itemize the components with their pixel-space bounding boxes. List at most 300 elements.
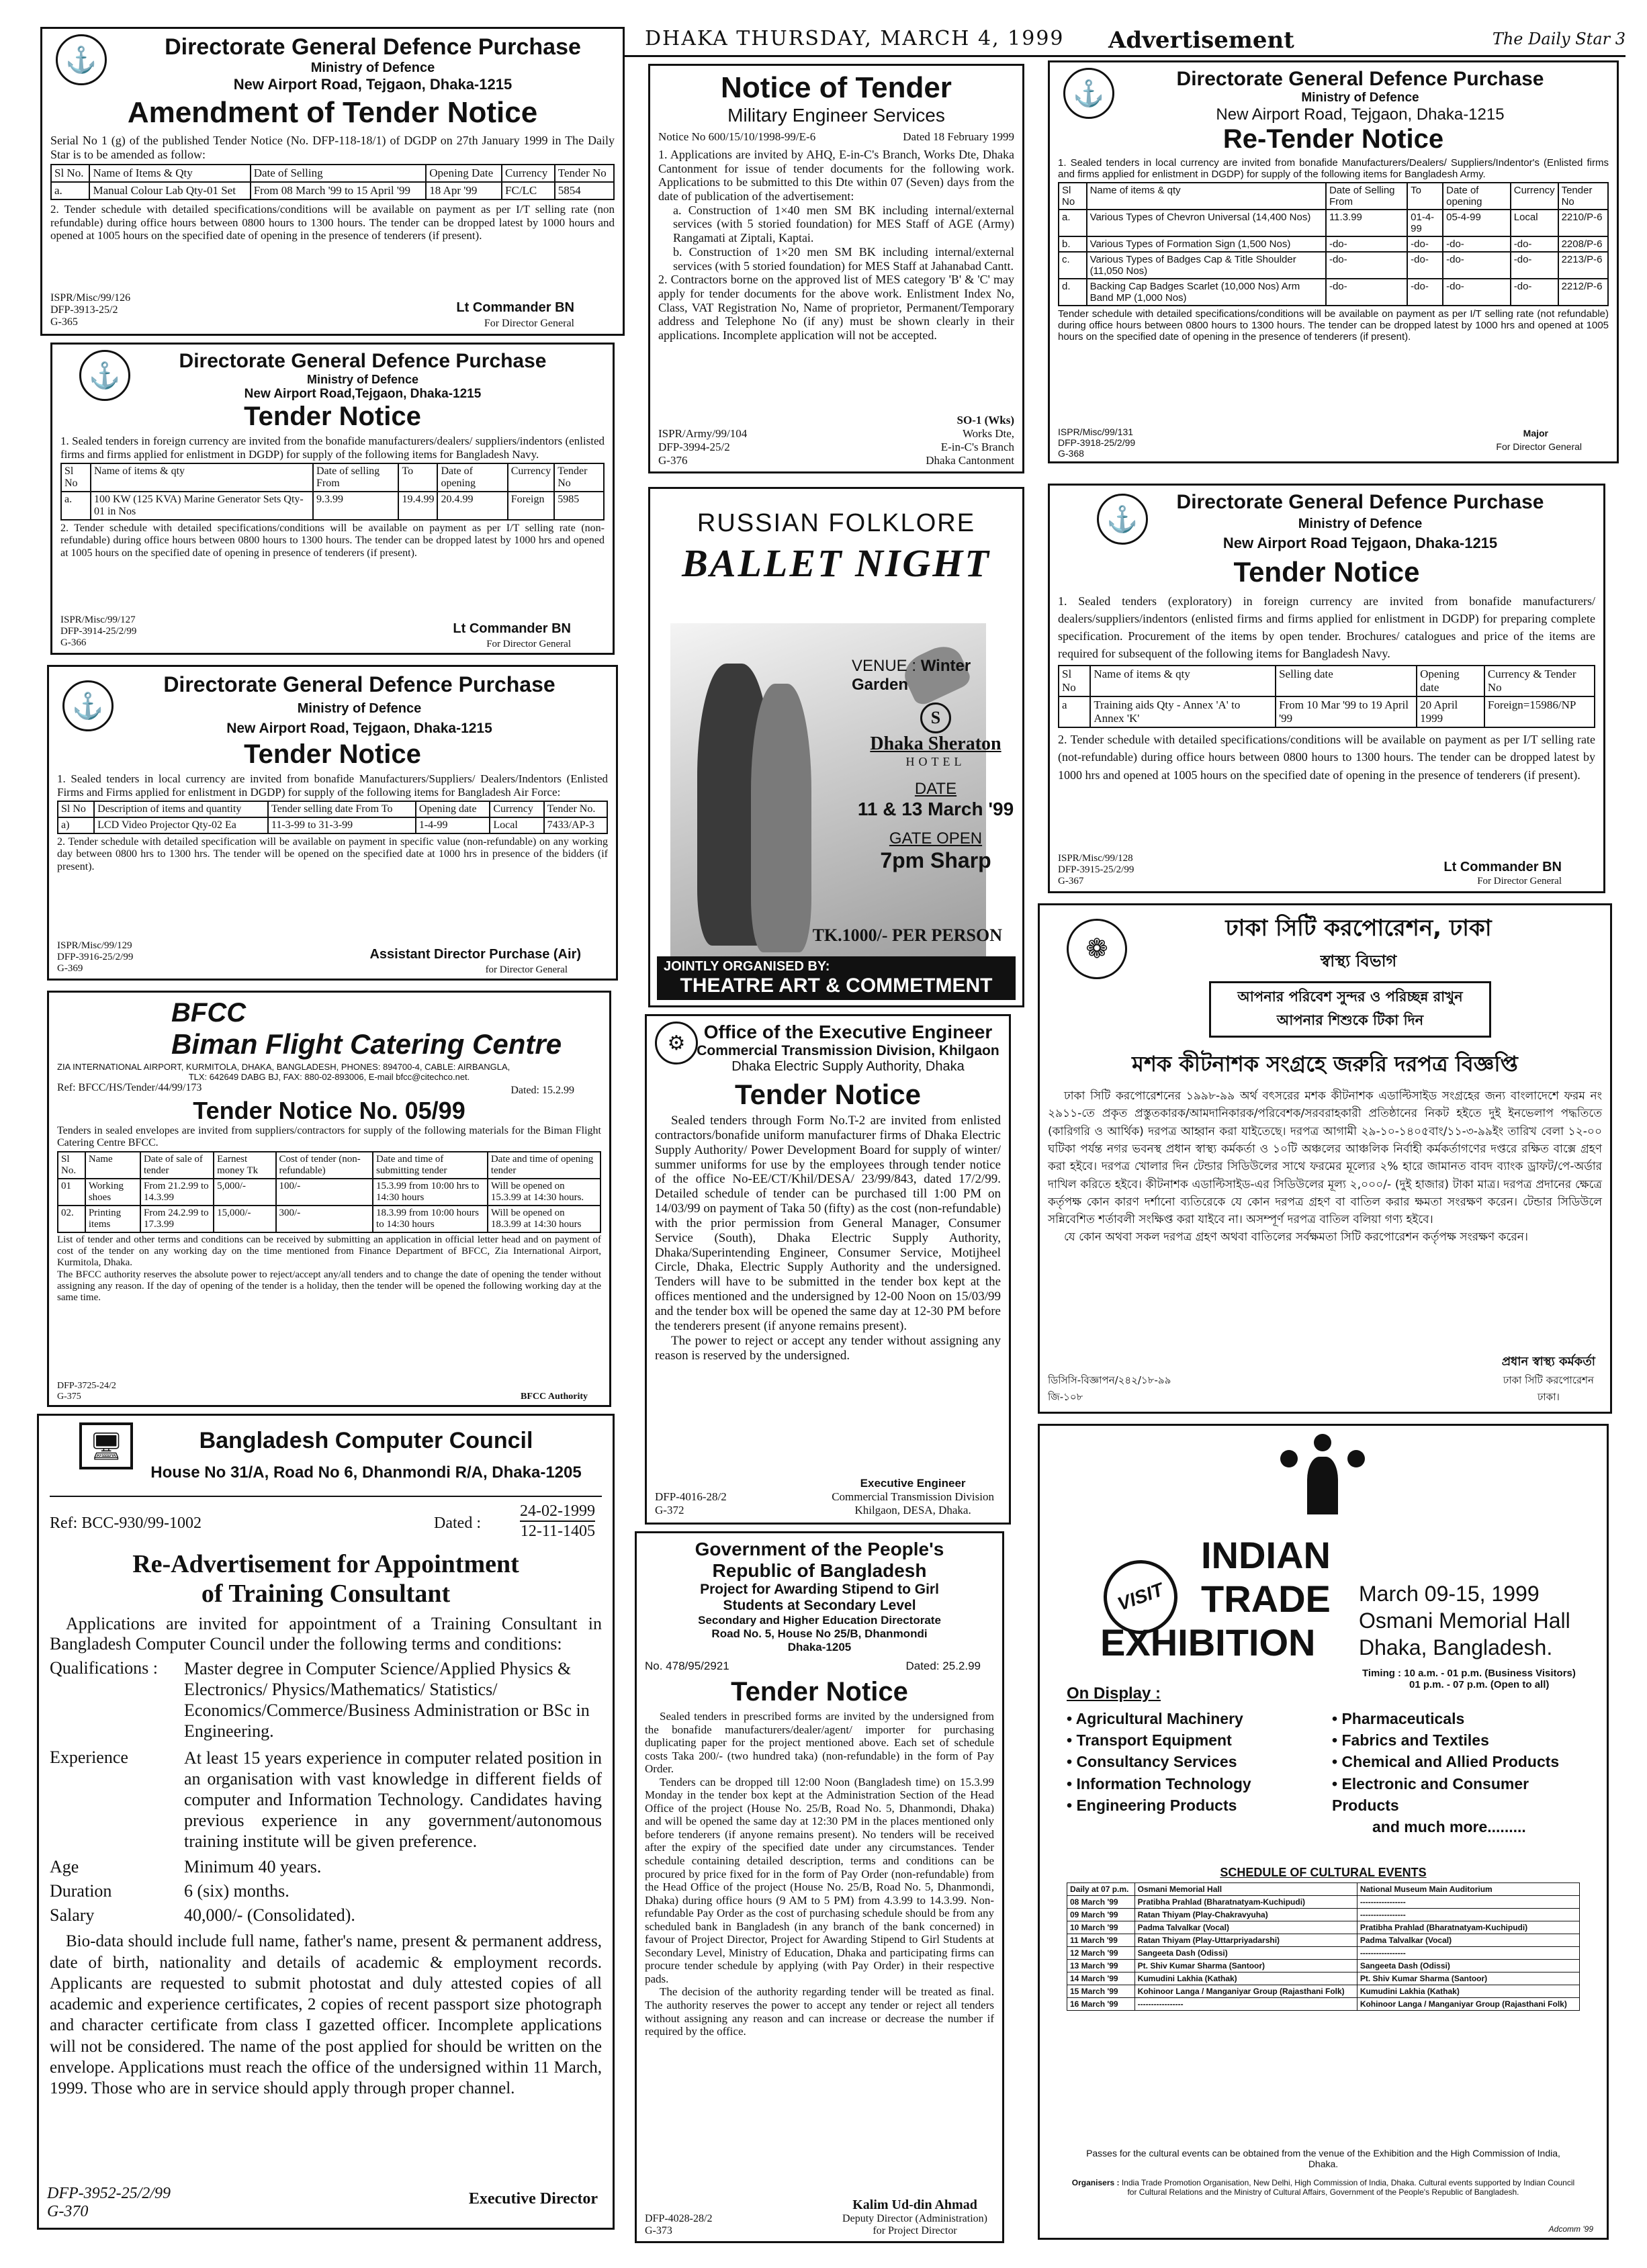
table-cell: 300/- xyxy=(276,1206,373,1232)
col-header: Date of opening xyxy=(1443,183,1511,210)
table-cell: Manual Colour Lab Qty-01 Set xyxy=(89,182,250,199)
table-cell: 20 April 1999 xyxy=(1417,696,1484,727)
ad-table xyxy=(57,801,608,834)
ad-dfp: DFP-3915-25/2/99 xyxy=(1058,864,1134,875)
display-item: Agricultural Machinery xyxy=(1075,1710,1243,1727)
table-cell: 11-3-99 to 31-3-99 xyxy=(268,817,416,833)
col-header: Date of selling From xyxy=(313,463,398,492)
bfcc-telex: TLX: 642649 DABG BJ, FAX: 880-02-893006, E-mail bfcc@citechco.net. xyxy=(188,1072,470,1082)
desa-office: Office of the Executive Engineer xyxy=(703,1022,993,1042)
col-header: Currency xyxy=(502,165,555,182)
gate-label: GATE OPEN xyxy=(889,829,983,848)
ad-subtitle: Military Engineer Services xyxy=(727,105,945,126)
col-header: Sl No. xyxy=(51,165,89,182)
timing-1: 10 a.m. - 01 p.m. (Business Visitors) xyxy=(1404,1668,1576,1679)
table-cell: 10 March '99 xyxy=(1067,1921,1135,1934)
ad-ministry: Ministry of Defence xyxy=(1298,516,1423,531)
list-item xyxy=(50,1857,602,1877)
ad-signer-3: E-in-C's Branch xyxy=(940,441,1014,453)
ad-para3: The decision of the authority regarding tender will be treated as final. The authority reserves the power to accept any tender or reject all tenders without assigning any reason and can increase or decrease the number if required by the office. xyxy=(645,1985,994,2038)
col-header: National Museum Main Auditorium xyxy=(1357,1883,1579,1896)
col-header: Currency xyxy=(508,463,555,492)
table-row xyxy=(1067,1972,1580,1985)
ad-gcode: G-373 xyxy=(645,2225,672,2236)
dgdp-crest-icon: ⚓ xyxy=(56,34,107,85)
table-cell: 9.3.99 xyxy=(313,492,398,520)
col-header: To xyxy=(1407,183,1443,210)
col-header: Sl No xyxy=(58,801,94,817)
dcc-org: ঢাকা সিটি করপোরেশন, ঢাকা xyxy=(1225,915,1492,942)
term-label: Duration xyxy=(50,1881,112,1901)
table-cell: Padma Talvalkar (Vocal) xyxy=(1357,1934,1579,1947)
desa-emblem-icon: ⚙ xyxy=(655,1022,698,1064)
table-cell: 100 KW (125 KVA) Marine Generator Sets Qty-01 in Nos xyxy=(91,492,313,520)
ad-signer: প্রধান স্বাস্থ্য কর্মকর্তা xyxy=(1501,1355,1595,1369)
col-header: Sl No xyxy=(1059,666,1090,696)
table-cell: FC/LC xyxy=(502,182,555,199)
ad-address: House No 31/A, Road No 6, Dhanmondi R/A, Dhaka-1205 xyxy=(150,1463,582,1482)
col-header: Sl No xyxy=(1059,183,1087,210)
ad-para1: 1. Sealed tenders in foreign currency are invited from the bonafide manufacturers/dealers/ suppliers/indentors (enlisted firms and firms applied for enlistment in DGDP) for supply of the following items for Bangladesh Navy. xyxy=(60,435,605,461)
ad-gcode: G-372 xyxy=(655,1504,684,1516)
table-cell: ----------------- xyxy=(1357,1896,1579,1909)
ad-body-2: যে কোন অথবা সকল দরপত্র গ্রহণ অথবা বাতিলের সর্বক্ষমতা সিটি করপোরেশন কর্তৃপক্ষ সংরক্ষণ করেন। xyxy=(1064,1230,1528,1244)
table-row xyxy=(1067,1921,1580,1934)
ad-bfcc-tender xyxy=(47,991,611,1407)
ad-para1: List of tender and other terms and conditions can be received by submitting an application in official letter head and on payment of cost of the tender on any working day on the time mentioned from Finance Department of BFCC, Zia International Airport, Kurmitola, Dhaka. xyxy=(57,1234,601,1269)
ad-org: Directorate General Defence Purchase xyxy=(163,672,555,696)
ad-org: Directorate General Defence Purchase xyxy=(1176,68,1544,90)
masthead-date: DHAKA THURSDAY, MARCH 4, 1999 xyxy=(645,27,1065,50)
table-cell: 19.4.99 xyxy=(398,492,437,520)
table-cell: 7433/AP-3 xyxy=(544,817,607,833)
ad-dfp: DFP-4016-28/2 xyxy=(655,1490,727,1503)
table-cell: 2212/P-6 xyxy=(1558,279,1608,306)
list-item: • Consultancy Services xyxy=(1067,1753,1237,1771)
adcomm-credit: Adcomm '99 xyxy=(1548,2224,1593,2234)
display-item: Pharmaceuticals xyxy=(1341,1710,1465,1727)
ad-org: Bangladesh Computer Council xyxy=(199,1428,533,1453)
ad-table xyxy=(60,463,605,520)
ad-body: ঢাকা সিটি করপোরেশনের ১৯৯৮-৯৯ অর্থ বৎসরের মশক কীটনাশক এডাল্টিসাইড সংগ্রহের জন্য বাংলাদেশে ফরম নং ২৯১১-তে প্রকৃত প্রস্তুতকারক/আমদানিকারক/পরিবেশক/সরবরাহকারী প্রতিষ্ঠানের নিকট হইতে দুই ইনভেলাপ পদ্ধতিতে (কারিগরি ও আর্থিক) দরপত্র আহ্বান করা যাইতেছে। দরপত্র আগামী ২৯-১০-১৪০৫বাং/১১-৩-৯৯ইং তারিখ বেলা ১২-০০ ঘটিকা পর্যন্ত নগর ভবনস্থ প্রধান স্বাস্থ্য কর্মকর্তা ও ১০টি অঞ্চলের আঞ্চলিক নির্বাহী কর্মকর্তাগণের দপ্তরে রক্ষিত বাক্সে গ্রহণ করা হইবে। দরপত্র খোলার দিন টেন্ডার সিডিউলের সাথে ফরমের মূল্যের ২% হারে জামানত বাবদ ব্যাংক ড্রাফট/পে-অর্ডার দাখিল করিতে হইবে। কীটনাশক এডাল্টিসাইড-এর সিডিউলের মূল্য ২,০০০/- (দুই হাজার) টাকা মাত্র। দরপত্র প্রদানের ক্ষেত্রে কর্তৃপক্ষ কোন কারণ দর্শানো ব্যতিরেকে যে কোন দরপত্র গ্রহণ বা বাতিল করার ক্ষমতা সংরক্ষণ করেন। টেন্ডার সিডিউলে সন্নিবেশিত শর্তাবলী সংক্ষিপ্ত করা যাইবে না। অসম্পূর্ণ দরপত্র বাতিল বলিয়া গণ্য হইবে। xyxy=(1048,1089,1602,1227)
table-cell: 11 March '99 xyxy=(1067,1934,1135,1947)
ad-stipend-tender xyxy=(635,1531,1004,2243)
table-cell: From 24.2.99 to 17.3.99 xyxy=(140,1206,214,1232)
ad-address: New Airport Road, Tejgaon, Dhaka-1215 xyxy=(226,721,492,736)
ad-signer: Lt Commander BN xyxy=(1443,860,1562,874)
bfcc-logo: BFCC xyxy=(171,998,247,1028)
col-header: Date and time of opening tender xyxy=(488,1152,600,1179)
visit-badge: VISIT xyxy=(1094,1550,1188,1645)
table-cell: Foreign=15986/NP xyxy=(1484,696,1595,727)
timing-label: Timing : xyxy=(1362,1668,1402,1679)
masthead-page: The Daily Star 3 xyxy=(1492,30,1626,48)
ad-intro: Tenders in sealed envelopes are invited from suppliers/contractors for supply of the following materials for the Biman Flight Catering Centre BFCC. xyxy=(57,1125,601,1149)
table-cell: Kumudini Lakhia (Kathak) xyxy=(1134,1972,1357,1985)
table-row xyxy=(1067,1985,1580,1998)
table-cell: -do- xyxy=(1326,279,1407,306)
table-row xyxy=(58,1179,600,1206)
ad-dfp: DFP-3952-25/2/99 xyxy=(47,2185,171,2202)
display-more: and much more......... xyxy=(1372,1817,1526,1835)
col-header: Date of Selling From xyxy=(1326,183,1407,210)
col-header: Cost of tender (non-refundable) xyxy=(276,1152,373,1179)
ad-tender-navy-generator xyxy=(50,343,615,655)
table-cell: Training aids Qty - Annex 'A' to Annex 'K' xyxy=(1090,696,1276,727)
ad-signer: Executive Director xyxy=(468,2190,598,2208)
table-cell: Kohinoor Langa / Manganiyar Group (Rajasthani Folk) xyxy=(1357,1998,1579,2011)
female-dancer-figure xyxy=(751,684,811,952)
dgdp-crest-icon: ⚓ xyxy=(79,350,130,401)
project-line-1: Project for Awarding Stipend to Girl xyxy=(700,1582,939,1597)
col-header: Date of Selling xyxy=(251,165,427,182)
term-value: 6 (six) months. xyxy=(184,1881,290,1901)
ad-para2: Tender schedule with detailed specifications/conditions will be available on payment as per I/T selling rate (not refundable) during office hours between 0800 hours to 1300 hours. The tender can be dropped latest by 1000 hrs and opened at 1005 hours on the specified date of opening in the presence of tenderers (if present). xyxy=(1058,308,1609,343)
col-header: Currency xyxy=(1511,183,1558,210)
ad-ref: ISPR/Misc/99/131 xyxy=(1058,426,1134,437)
ad-para2: 2. Tender schedule with detailed specifications/conditions will be available on payment as per I/T selling rate (non refundable) during office hours between 0800 hours to 1300 hours. The tender can be dropped latest by 1000 hours and opened at 1005 hours on the specified date of opening in the presence of tenderers (if present). xyxy=(50,203,615,242)
table-row xyxy=(1067,1909,1580,1921)
table-row xyxy=(1067,1960,1580,1972)
table-cell: ----------------- xyxy=(1134,1998,1357,2011)
table-row xyxy=(1067,1934,1580,1947)
table-cell: -do- xyxy=(1443,279,1511,306)
table-cell: 08 March '99 xyxy=(1067,1896,1135,1909)
table-cell: 05-4-99 xyxy=(1443,210,1511,236)
ad-para2: 2. Tender schedule with detailed specifications/conditions will be available on payment as per I/T selling rate (not-refundable) during office hours between 0800 hours to 1300 hours. The tender can be dropped latest by 1000 hrs and opened at 1005 hours on the specified date of opening in the presence of tenderers (if present). xyxy=(1058,733,1595,782)
table-cell: -do- xyxy=(1407,279,1443,306)
term-label: Qualifications : xyxy=(50,1658,159,1678)
table-cell: LCD Video Projector Qty-02 Ea xyxy=(94,817,268,833)
col-header: Opening Date xyxy=(426,165,502,182)
ad-signer-for: for Director General xyxy=(485,964,568,975)
ad-title: Re-Tender Notice xyxy=(1222,124,1444,154)
on-display-label: On Display : xyxy=(1067,1684,1161,1703)
ad-signer-2: ঢাকা সিটি করপোরেশন xyxy=(1503,1374,1595,1386)
table-cell: b. xyxy=(1059,236,1087,252)
ad-dfp: DFP-3994-25/2 xyxy=(658,441,730,453)
table-cell: 13 March '99 xyxy=(1067,1960,1135,1972)
ad-dfp: DFP-4028-28/2 xyxy=(645,2213,713,2224)
ad-signer: Executive Engineer xyxy=(860,1477,966,1490)
gov-line-2: Republic of Bangladesh xyxy=(712,1560,927,1581)
list-item: • Chemical and Allied Products xyxy=(1332,1753,1560,1771)
table-cell: 15 March '99 xyxy=(1067,1985,1135,1998)
ad-gcode: G-365 xyxy=(50,316,78,328)
ad-intro: Applications are invited for appointment of a Training Consultant in Bangladesh Computer Council under the following terms and conditions: xyxy=(50,1614,602,1653)
ad-dfp: ডিসিসি-বিজ্ঞাপন/২৪২/১৮-৯৯ xyxy=(1048,1374,1171,1386)
gov-line-1: Government of the People's xyxy=(695,1539,944,1559)
table-cell: ----------------- xyxy=(1357,1909,1579,1921)
exhibition-dates: March 09-15, 1999 xyxy=(1359,1582,1540,1606)
table-cell: 01 xyxy=(58,1179,85,1206)
table-cell: 5,000/- xyxy=(214,1179,275,1206)
table-cell: 5854 xyxy=(555,182,614,199)
table-cell: Various Types of Formation Sign (1,500 Nos) xyxy=(1087,236,1326,252)
ad-title: মশক কীটনাশক সংগ্রহে জরুরি দরপত্র বিজ্ঞপ্তি xyxy=(1132,1051,1518,1077)
table-cell: Padma Talvalkar (Vocal) xyxy=(1134,1921,1357,1934)
schedule-table xyxy=(1067,1883,1580,2011)
ad-address: New Airport Road,Tejgaon, Dhaka-1215 xyxy=(244,387,482,401)
table-cell: Various Types of Badges Cap & Title Shoulder (11,050 Nos) xyxy=(1087,252,1326,279)
ad-signer: Assistant Director Purchase (Air) xyxy=(369,947,581,962)
list-item xyxy=(50,1881,602,1901)
project-line-2: Students at Secondary Level xyxy=(723,1598,916,1613)
col-header: To xyxy=(398,463,437,492)
table-cell: Ratan Thiyam (Play-Chakravyuha) xyxy=(1134,1909,1357,1921)
display-list-right xyxy=(1332,1708,1587,1838)
col-header: Name of items & qty xyxy=(1090,666,1276,696)
dir-line-1: Secondary and Higher Education Directorate xyxy=(698,1614,941,1627)
table-cell: Pratibha Prahlad (Bharatnatyam-Kuchipudi) xyxy=(1357,1921,1579,1934)
ad-body-2: The power to reject or accept any tender without assigning any reason is reserved by the undersigned. xyxy=(655,1333,1001,1363)
table-cell: ----------------- xyxy=(1357,1947,1579,1960)
list-item: • Information Technology xyxy=(1067,1774,1251,1793)
ad-tender-airforce-projector xyxy=(47,665,618,981)
list-item: • Agricultural Machinery xyxy=(1067,1710,1243,1727)
ad-item-a: a. Construction of 1×40 men SM BK including internal/external services (with 5 storied foundation) for MES Staff of AGE (Army) Rangamati at Ziptali, Kaptai. xyxy=(673,203,1014,245)
table-cell: Working shoes xyxy=(85,1179,140,1206)
ad-para1: Sealed tenders in prescribed forms are invited by the undersigned from the bonafide manufacturers/dealer/agent/ importer for purchasing duplicating paper for the project mentioned above. Each set of schedule costs Taka 200/- (two hundred taka) (non-refundable) in the form of Pay Order. xyxy=(645,1710,994,1776)
table-cell: -do- xyxy=(1326,252,1407,279)
table-cell: Kohinoor Langa / Manganiyar Group (Rajasthani Folk) xyxy=(1134,1985,1357,1998)
table-cell: -do- xyxy=(1443,252,1511,279)
col-header: Earnest money Tk xyxy=(214,1152,275,1179)
ad-title: Tender Notice xyxy=(731,1677,908,1707)
col-header: Opening date xyxy=(416,801,490,817)
ad-signer: SO-1 (Wks) xyxy=(956,414,1014,426)
ad-signer: Lt Commander BN xyxy=(453,621,571,636)
table-cell: 100/- xyxy=(276,1179,373,1206)
col-header: Selling date xyxy=(1276,666,1417,696)
ad-gcode: G-367 xyxy=(1058,876,1084,887)
display-item: Engineering Products xyxy=(1076,1796,1237,1814)
col-header: Name of items & qty xyxy=(1087,183,1326,210)
table-cell: -do- xyxy=(1407,236,1443,252)
list-item: • Pharmaceuticals xyxy=(1332,1710,1465,1727)
table-cell: -do- xyxy=(1326,236,1407,252)
col-header: Tender No xyxy=(1558,183,1608,210)
table-cell: 15,000/- xyxy=(214,1206,275,1232)
ad-gcode: G-366 xyxy=(60,637,87,648)
table-cell: -do- xyxy=(1511,252,1558,279)
table-cell: 2208/P-6 xyxy=(1558,236,1608,252)
ad-title: Tender Notice xyxy=(1233,556,1420,588)
col-header: Tender No. xyxy=(544,801,607,817)
ad-intro: Serial No 1 (g) of the published Tender Notice (No. DFP-118-18/1) of DGDP on 27th January 1999 in The Daily Star is to be amended as follow: xyxy=(50,134,615,161)
dgdp-crest-icon: ⚓ xyxy=(1063,68,1114,119)
table-row xyxy=(58,1206,600,1232)
ad-body: Sealed tenders through Form No.T-2 are invited from enlisted contractors/bonafide uniform manufacturer firms of Dhaka Electric Supply Authority/ Power Development Board for supply of winter/ summer uniforms for use by the employees through tender notice of the office No-EE/CT/Khil/DESA/ 23/99/843, dated 17/2/99. Detailed schedule of tender can be purchased till 1:00 PM on 14/03/99 on payment of Taka 50 (fifty) as the cost (non-refundable) with the prior permission from General Manager, Consumer Service (South), Dhaka Electric Supply Authority, Dhaka/Superintending Engineer, Consumer Service, Motijheel Circle, Dhaka, Electric Supply Authority and the undersigned. Tenders will have to be submitted in the tender box kept at the offices mentioned and the undersigned by 12-00 Noon on 15/03/99 and the tender box will be opened the same day at 12-30 PM before the tenderers present (if anyone remains present). xyxy=(655,1114,1001,1333)
bcc-dated-label: Dated : xyxy=(434,1514,481,1532)
table-cell: a. xyxy=(51,182,89,199)
table-row xyxy=(1067,1998,1580,2011)
table-cell: -do- xyxy=(1511,236,1558,252)
ad-title: Tender Notice xyxy=(244,402,421,431)
ad-org: Directorate General Defence Purchase xyxy=(179,350,547,372)
table-cell: 01-4-99 xyxy=(1407,210,1443,236)
ad-indian-trade-exhibition xyxy=(1038,1424,1609,2240)
table-cell: Foreign xyxy=(508,492,555,520)
table-row xyxy=(1059,210,1608,236)
ad-signer-2: Commercial Transmission Division xyxy=(832,1490,994,1503)
ad-signer: Kalim Ud-din Ahmad xyxy=(852,2197,977,2212)
dgdp-crest-icon: ⚓ xyxy=(62,680,114,731)
passes-note: Passes for the cultural events can be obtained from the venue of the Exhibition and the High Commission of India, Dhaka. xyxy=(1086,2148,1560,2169)
list-item xyxy=(50,1905,602,1925)
desa-division: Commercial Transmission Division, Khilgaon xyxy=(697,1043,999,1058)
organiser-label: JOINTLY ORGANISED BY: xyxy=(664,959,830,974)
ad-para1: 1. Sealed tenders in local currency are invited from bonafide Manufacturers/Suppliers/ Dealers/Indentors (Enlisted Firms and Firms applied for enlistment in DGDP) for supply of the following items for Bangladesh Air Force: xyxy=(57,772,608,799)
ad-table xyxy=(1058,665,1595,728)
ad-gcode: জি-১০৮ xyxy=(1048,1391,1083,1403)
ad-dfp: DFP-3913-25/2 xyxy=(50,304,118,316)
venue-name: Winter Garden xyxy=(852,657,971,694)
event-dates: 11 & 13 March '99 xyxy=(857,799,1014,819)
ad-para2: 2. Tender schedule with detailed specifications/conditions will be available on payment as per I/T selling rate (non-refundable) during office hours between 0800 hours to 1300 hours. The tender can be dropped latest by 1000 hrs and opened at 1005 hours on the specified date of opening in presence of tenderers (if present). xyxy=(60,523,605,559)
bfcc-dated: Dated: 15.2.99 xyxy=(510,1085,574,1096)
ad-title-1: Re-Advertisement for Appointment xyxy=(132,1550,519,1578)
ad-address: New Airport Road Tejgaon, Dhaka-1215 xyxy=(1222,535,1498,551)
exhibition-logo-icon xyxy=(1268,1434,1376,1514)
ad-signer-2: Deputy Director (Administration) xyxy=(842,2213,987,2224)
list-item xyxy=(50,1658,602,1742)
table-cell: Pratibha Prahlad (Bharatnatyam-Kuchipudi) xyxy=(1134,1896,1357,1909)
ad-dcc-bengali xyxy=(1038,903,1612,1414)
ad-ballet-night xyxy=(648,487,1024,1007)
ad-para1: 1. Sealed tenders (exploratory) in foreign currency are invited from bonafide manufacturers/ dealers/suppliers/indentors (enlisted firms and firms applied for enlistment in DGDP) for preparing complete specification. Procurement of the items by open tender. Brochures/ catalogues and price of the items are required for subsequent of the following items for Bangladesh Navy. xyxy=(1058,594,1595,661)
exhibition-line-3: EXHIBITION xyxy=(1100,1621,1316,1664)
ad-title: Amendment of Tender Notice xyxy=(127,96,538,129)
ad-title: Tender Notice xyxy=(735,1079,921,1110)
table-cell: 14 March '99 xyxy=(1067,1972,1135,1985)
exhibition-line-1: INDIAN xyxy=(1201,1534,1331,1576)
ad-ministry: Ministry of Defence xyxy=(306,373,419,386)
exhibition-line-2: TRADE xyxy=(1201,1578,1331,1620)
col-header: Currency xyxy=(490,801,543,817)
col-header: Opening date xyxy=(1417,666,1484,696)
ad-bcc-recruitment xyxy=(37,1414,615,2230)
col-header: Daily at 07 p.m. xyxy=(1067,1883,1135,1896)
organisers-text: India Trade Promotion Organisation, New Delhi, High Commission of India, Dhaka. Cultural events supported by Indian Council for Cultural Relations and the Ministry of Cultural Affairs, Government of the People's Republic of Bangladesh. xyxy=(1121,2178,1575,2197)
table-cell: 16 March '99 xyxy=(1067,1998,1135,2011)
schedule-title: SCHEDULE OF CULTURAL EVENTS xyxy=(1220,1866,1427,1879)
table-cell: -do- xyxy=(1511,279,1558,306)
table-cell: a. xyxy=(1059,210,1087,236)
display-item: Electronic and Consumer Products xyxy=(1332,1774,1529,1814)
table-cell: 11.3.99 xyxy=(1326,210,1407,236)
ad-dfp: DFP-3725-24/2 xyxy=(57,1381,116,1391)
dcc-slogan-2: আপনার শিশুকে টিকা দিন xyxy=(1276,1012,1424,1028)
col-header: Date and time of submitting tender xyxy=(373,1152,488,1179)
table-cell: 18.3.99 from 10:00 hours to 14:30 hours xyxy=(373,1206,488,1232)
table-cell: c. xyxy=(1059,252,1087,279)
venue-label: VENUE : xyxy=(852,657,917,675)
ad-signer-for: For Director General xyxy=(484,318,574,329)
table-cell: From 21.2.99 to 14.3.99 xyxy=(140,1179,214,1206)
display-item: Consultancy Services xyxy=(1076,1753,1237,1771)
col-header: Description of items and quantity xyxy=(94,801,268,817)
list-item: • Transport Equipment xyxy=(1067,1731,1232,1750)
ad-title: Notice of Tender xyxy=(721,71,952,104)
display-item: Chemical and Allied Products xyxy=(1341,1753,1560,1771)
col-header: Date of sale of tender xyxy=(140,1152,214,1179)
ad-ref: ISPR/Army/99/104 xyxy=(658,427,748,440)
dcc-slogan-1: আপনার পরিবেশ সুন্দর ও পরিচ্ছন্ন রাখুন xyxy=(1237,989,1463,1005)
term-value: 40,000/- (Consolidated). xyxy=(184,1905,355,1925)
masthead-section: Advertisement xyxy=(1108,27,1294,54)
table-row xyxy=(1067,1896,1580,1909)
ad-gcode: G-376 xyxy=(658,454,688,467)
ad-dfp: DFP-3916-25/2/99 xyxy=(57,952,134,962)
table-cell: 1-4-99 xyxy=(416,817,490,833)
table-cell: From 10 Mar '99 to 19 April '99 xyxy=(1276,696,1417,727)
ad-gcode: G-370 xyxy=(47,2203,89,2220)
table-cell: Ratan Thiyam (Play-Uttarpriyadarshi) xyxy=(1134,1934,1357,1947)
table-cell: Kumudini Lakhia (Kathak) xyxy=(1357,1985,1579,1998)
sheraton-logo-icon: S xyxy=(920,702,951,733)
stipend-dated: Dated: 25.2.99 xyxy=(905,1660,981,1672)
ad-ministry: Ministry of Defence xyxy=(310,60,435,75)
table-cell: -do- xyxy=(1443,236,1511,252)
table-cell: Pt. Shiv Kumar Sharma (Santoor) xyxy=(1134,1960,1357,1972)
ad-amendment-tender xyxy=(40,27,625,336)
ad-ministry: Ministry of Defence xyxy=(1301,91,1419,105)
ad-table xyxy=(57,1151,601,1233)
organiser-name: THEATRE ART & COMMETMENT xyxy=(680,974,993,997)
ad-org: Directorate General Defence Purchase xyxy=(165,34,581,60)
dcc-slogan-box xyxy=(1209,981,1491,1038)
dir-line-3: Dhaka-1205 xyxy=(787,1641,852,1653)
table-cell: From 08 March '99 to 15 April '99 xyxy=(251,182,427,199)
ad-ref: ISPR/Misc/99/128 xyxy=(1058,853,1133,864)
ticket-price: TK.1000/- PER PERSON xyxy=(812,925,1002,945)
date-label: DATE xyxy=(914,780,957,798)
table-cell: Will be opened on 15.3.99 at 14:30 hours. xyxy=(488,1179,600,1206)
ad-para2: 2. Contractors borne on the approved list of MES category 'B' & 'C' may apply for tender documents for the above work. Enlistment Index No, Class, VAT Registration No, Name of proprietor, Permanent/Temporary address and Telephone No (if any) must be shown clearly in their applications. Incomplete application will not be accepted. xyxy=(658,273,1014,342)
ad-signer-3: for Project Director xyxy=(873,2225,957,2236)
organisers-label: Organisers : xyxy=(1071,2178,1120,2187)
table-cell: Local xyxy=(490,817,543,833)
hotel-sub: HOTEL xyxy=(905,755,966,768)
ad-ref: ISPR/Misc/99/127 xyxy=(60,615,136,625)
display-item: Transport Equipment xyxy=(1076,1731,1232,1750)
term-label: Experience xyxy=(50,1747,128,1767)
table-cell: d. xyxy=(1059,279,1087,306)
ad-signer-3: ঢাকা। xyxy=(1537,1391,1560,1403)
list-item: • Engineering Products xyxy=(1067,1796,1237,1814)
bfcc-ref: Ref: BFCC/HS/Tender/44/99/173 xyxy=(57,1082,202,1093)
term-value: At least 15 years experience in computer related position in an organisation with vast knowledge in different fields of computer and Information Technology. Candidates having previous experience in any government/autonomous training institute will be given preference. xyxy=(184,1748,602,1852)
ad-gcode: G-375 xyxy=(57,1392,81,1402)
ad-signer-for: For Director General xyxy=(486,639,571,649)
ad-signer-3: Khilgaon, DESA, Dhaka. xyxy=(854,1504,971,1516)
table-cell: 2210/P-6 xyxy=(1558,210,1608,236)
table-cell: Backing Cap Badges Scarlet (10,000 Nos) Arm Band MP (1,000 Nos) xyxy=(1087,279,1326,306)
table-cell: 20.4.99 xyxy=(437,492,507,520)
exhibition-venue-2: Dhaka, Bangladesh. xyxy=(1359,1635,1553,1660)
display-item: Fabrics and Textiles xyxy=(1341,1731,1489,1750)
table-cell: Printing items xyxy=(85,1206,140,1232)
ad-address: New Airport Road, Tejgaon, Dhaka-1215 xyxy=(233,76,513,93)
timing-2: 01 p.m. - 07 p.m. (Open to all) xyxy=(1409,1679,1550,1690)
ad-signer-for: For Director General xyxy=(1477,876,1562,887)
ad-title-2: of Training Consultant xyxy=(201,1580,451,1608)
ad-dfp: DFP-3918-25/2/99 xyxy=(1058,437,1136,448)
col-header: Tender No xyxy=(555,165,614,182)
mes-dated: Dated 18 February 1999 xyxy=(903,130,1014,143)
col-header: Date of opening xyxy=(437,463,507,492)
